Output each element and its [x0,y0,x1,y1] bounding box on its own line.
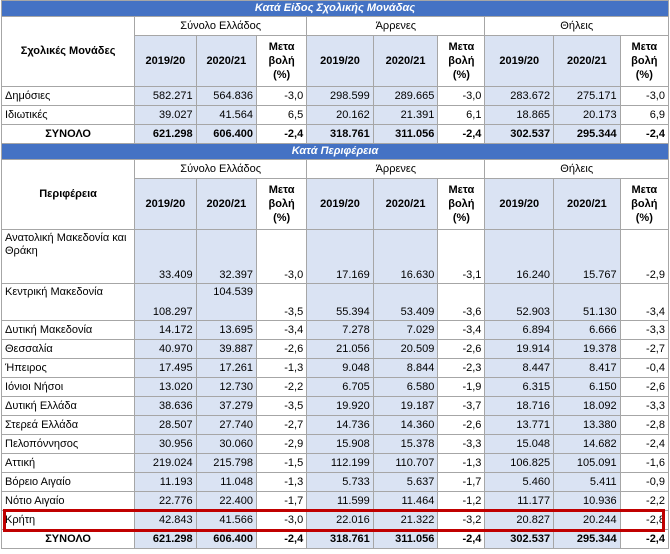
data-cell: -2,4 [620,435,668,454]
data-cell: -2,2 [620,492,668,511]
col-header-2019-20: 2019/20 [307,179,374,230]
group-header-male: Άρρενες [307,17,485,36]
data-cell: 11.464 [373,492,438,511]
data-cell: 283.672 [485,87,554,106]
row-label: Ιόνιοι Νήσοι [2,378,135,397]
col-header-2019-20: 2019/20 [485,36,554,87]
data-cell: 18.716 [485,397,554,416]
data-cell: -3,7 [438,397,485,416]
data-cell: -2,3 [438,359,485,378]
col-header-2020-21: 2020/21 [554,179,621,230]
row-label-header: Σχολικές Μονάδες [2,17,135,87]
data-cell: 19.914 [485,340,554,359]
data-cell: -2,9 [257,435,307,454]
data-cell: 7.278 [307,321,374,340]
data-cell: 20.827 [485,511,554,530]
data-cell: 6,5 [257,106,307,125]
data-cell: 215.798 [196,454,256,473]
data-cell: 289.665 [373,87,438,106]
data-cell: 32.397 [196,230,256,284]
group-header-female: Θήλεις [485,160,669,179]
data-cell: 40.970 [135,340,196,359]
data-cell: 19.920 [307,397,374,416]
data-cell: 6.150 [554,378,621,397]
row-label: Δυτική Μακεδονία [2,321,135,340]
data-cell: 5.460 [485,473,554,492]
data-cell: -1,9 [438,378,485,397]
data-cell: -2,6 [438,416,485,435]
data-cell: 14.682 [554,435,621,454]
row-label: Ήπειρος [2,359,135,378]
data-cell: 606.400 [196,530,256,549]
data-cell: -2,6 [438,340,485,359]
row-label: Πελοπόννησος [2,435,135,454]
data-cell: 13.771 [485,416,554,435]
data-cell: -1,7 [257,492,307,511]
data-cell: 14.360 [373,416,438,435]
table-row [2,284,669,321]
data-cell: 564.836 [196,87,256,106]
group-header-female: Θήλεις [485,17,669,36]
data-cell: 13.020 [135,378,196,397]
data-cell: -1,3 [257,359,307,378]
col-header-2020-21: 2020/21 [373,179,438,230]
data-cell: 28.507 [135,416,196,435]
data-cell: 18.865 [485,106,554,125]
col-header-2019-20: 2019/20 [135,179,196,230]
data-cell: -2,7 [620,340,668,359]
data-cell: 582.271 [135,87,196,106]
table-body [2,1,669,549]
data-cell: -3,0 [257,230,307,284]
col-header-change: Μετα βολή (%) [257,179,307,230]
data-cell: 295.344 [554,530,621,549]
data-cell: 22.016 [307,511,374,530]
total-row [2,125,669,144]
data-cell: 621.298 [135,125,196,144]
data-cell: 19.378 [554,340,621,359]
row-label: Κρήτη [2,511,135,530]
row-label: Βόρειο Αιγαίο [2,473,135,492]
data-cell: 42.843 [135,511,196,530]
data-cell: 19.187 [373,397,438,416]
row-label: Στερεά Ελλάδα [2,416,135,435]
data-cell: 110.707 [373,454,438,473]
data-cell: 108.297 [135,284,196,321]
data-cell: 21.322 [373,511,438,530]
row-label: Δημόσιες [2,87,135,106]
data-cell: 52.903 [485,284,554,321]
data-cell: 105.091 [554,454,621,473]
data-cell: 8.417 [554,359,621,378]
data-cell: 6.580 [373,378,438,397]
data-cell: 295.344 [554,125,621,144]
total-row [2,530,669,549]
data-cell: -3,0 [257,511,307,530]
section-title-row [2,1,669,17]
row-label: ΣΥΝΟΛΟ [2,125,135,144]
col-header-change: Μετα βολή (%) [620,36,668,87]
data-cell: 21.391 [373,106,438,125]
table-row [2,435,669,454]
data-cell: 606.400 [196,125,256,144]
table-row [2,378,669,397]
table-row [2,397,669,416]
data-cell: 104.539 [196,284,256,321]
data-cell: 37.279 [196,397,256,416]
col-header-2020-21: 2020/21 [554,36,621,87]
data-cell: 30.956 [135,435,196,454]
data-cell: -0,4 [620,359,668,378]
data-cell: -3,0 [438,87,485,106]
data-cell: -3,3 [620,397,668,416]
data-cell: 9.048 [307,359,374,378]
table-row [2,87,669,106]
data-cell: -3,3 [438,435,485,454]
row-label: Ανατολική Μακεδονία και Θράκη [2,230,135,284]
data-cell: 6.705 [307,378,374,397]
data-cell: -2,6 [620,378,668,397]
data-cell: -2,8 [620,416,668,435]
data-cell: 16.630 [373,230,438,284]
row-label: Θεσσαλία [2,340,135,359]
col-header-2019-20: 2019/20 [307,36,374,87]
data-cell: -2,8 [620,511,668,530]
group-header-male: Άρρενες [307,160,485,179]
data-cell: 6.894 [485,321,554,340]
data-cell: 14.172 [135,321,196,340]
data-cell: -2,4 [257,530,307,549]
table-row [2,106,669,125]
data-cell: -1,5 [257,454,307,473]
data-cell: -2,9 [620,230,668,284]
table-row [2,473,669,492]
table-row [2,492,669,511]
data-cell: 39.027 [135,106,196,125]
group-header-total: Σύνολο Ελλάδος [135,17,307,36]
table-row [2,230,669,284]
data-cell: -1,3 [257,473,307,492]
data-cell: 13.380 [554,416,621,435]
data-cell: 6.315 [485,378,554,397]
group-header-row [2,160,669,179]
data-cell: 17.495 [135,359,196,378]
data-cell: 20.509 [373,340,438,359]
data-cell: 6,1 [438,106,485,125]
data-cell: 12.730 [196,378,256,397]
data-cell: 17.261 [196,359,256,378]
data-cell: 16.240 [485,230,554,284]
data-cell: 20.244 [554,511,621,530]
data-cell: 14.736 [307,416,374,435]
data-cell: 39.887 [196,340,256,359]
table-row [2,340,669,359]
data-cell: 106.825 [485,454,554,473]
data-cell: 11.048 [196,473,256,492]
data-cell: 15.908 [307,435,374,454]
data-cell: 621.298 [135,530,196,549]
data-cell: -1,2 [438,492,485,511]
data-cell: -3,0 [620,87,668,106]
data-cell: 15.767 [554,230,621,284]
data-cell: 17.169 [307,230,374,284]
row-label-header: Περιφέρεια [2,160,135,230]
data-cell: 27.740 [196,416,256,435]
row-label: Δυτική Ελλάδα [2,397,135,416]
row-label: Αττική [2,454,135,473]
table-row [2,511,669,530]
data-cell: 11.599 [307,492,374,511]
row-label: Νότιο Αιγαίο [2,492,135,511]
data-cell: 275.171 [554,87,621,106]
data-cell: -1,7 [438,473,485,492]
data-cell: 318.761 [307,530,374,549]
data-cell: 302.537 [485,125,554,144]
table-row [2,359,669,378]
col-header-change: Μετα βολή (%) [257,36,307,87]
data-cell: 38.636 [135,397,196,416]
data-cell: 15.048 [485,435,554,454]
data-cell: 55.394 [307,284,374,321]
row-label: Κεντρική Μακεδονία [2,284,135,321]
col-header-2019-20: 2019/20 [135,36,196,87]
data-cell: 11.193 [135,473,196,492]
data-cell: -2,4 [620,530,668,549]
data-cell: -2,2 [257,378,307,397]
data-cell: 51.130 [554,284,621,321]
data-cell: -3,2 [438,511,485,530]
group-header-total: Σύνολο Ελλάδος [135,160,307,179]
data-cell: 5.733 [307,473,374,492]
section-title-school-type: Κατά Είδος Σχολικής Μονάδας [2,1,669,17]
col-header-change: Μετα βολή (%) [620,179,668,230]
data-cell: 6,9 [620,106,668,125]
data-cell: 22.776 [135,492,196,511]
data-cell: 22.400 [196,492,256,511]
row-label: ΣΥΝΟΛΟ [2,530,135,549]
data-cell: 311.056 [373,125,438,144]
table-row [2,321,669,340]
data-cell: 11.177 [485,492,554,511]
data-cell: 302.537 [485,530,554,549]
data-cell: -2,4 [620,125,668,144]
data-cell: -3,6 [438,284,485,321]
data-cell: 311.056 [373,530,438,549]
section-title-row [2,144,669,160]
data-cell: 318.761 [307,125,374,144]
data-cell: 53.409 [373,284,438,321]
data-cell: 13.695 [196,321,256,340]
data-cell: 41.566 [196,511,256,530]
data-cell: -3,1 [438,230,485,284]
row-label: Ιδιωτικές [2,106,135,125]
col-header-change: Μετα βολή (%) [438,36,485,87]
data-cell: -3,5 [257,397,307,416]
col-header-2020-21: 2020/21 [196,179,256,230]
data-cell: 8.844 [373,359,438,378]
col-header-2020-21: 2020/21 [196,36,256,87]
data-cell: 18.092 [554,397,621,416]
data-cell: -3,0 [257,87,307,106]
data-cell: 20.173 [554,106,621,125]
data-cell: 7.029 [373,321,438,340]
data-cell: 41.564 [196,106,256,125]
section-title-region: Κατά Περιφέρεια [2,144,669,160]
data-cell: -3,4 [257,321,307,340]
table-row [2,416,669,435]
data-cell: 112.199 [307,454,374,473]
data-cell: -2,4 [438,530,485,549]
data-cell: -0,9 [620,473,668,492]
data-cell: 6.666 [554,321,621,340]
data-cell: -1,3 [438,454,485,473]
table-row [2,454,669,473]
data-cell: -3,5 [257,284,307,321]
data-cell: 5.411 [554,473,621,492]
data-cell: -3,4 [620,284,668,321]
col-header-2020-21: 2020/21 [373,36,438,87]
data-cell: 33.409 [135,230,196,284]
data-cell: 15.378 [373,435,438,454]
data-cell: -3,3 [620,321,668,340]
data-cell: 219.024 [135,454,196,473]
data-cell: -2,4 [438,125,485,144]
data-cell: -2,4 [257,125,307,144]
data-cell: -1,6 [620,454,668,473]
group-header-row [2,17,669,36]
data-cell: 30.060 [196,435,256,454]
data-cell: -3,4 [438,321,485,340]
data-cell: 21.056 [307,340,374,359]
data-cell: 298.599 [307,87,374,106]
data-cell: -2,7 [257,416,307,435]
col-header-change: Μετα βολή (%) [438,179,485,230]
data-cell: -2,6 [257,340,307,359]
data-cell: 8.447 [485,359,554,378]
col-header-2019-20: 2019/20 [485,179,554,230]
data-cell: 10.936 [554,492,621,511]
data-cell: 5.637 [373,473,438,492]
students-table [1,0,669,549]
data-cell: 20.162 [307,106,374,125]
